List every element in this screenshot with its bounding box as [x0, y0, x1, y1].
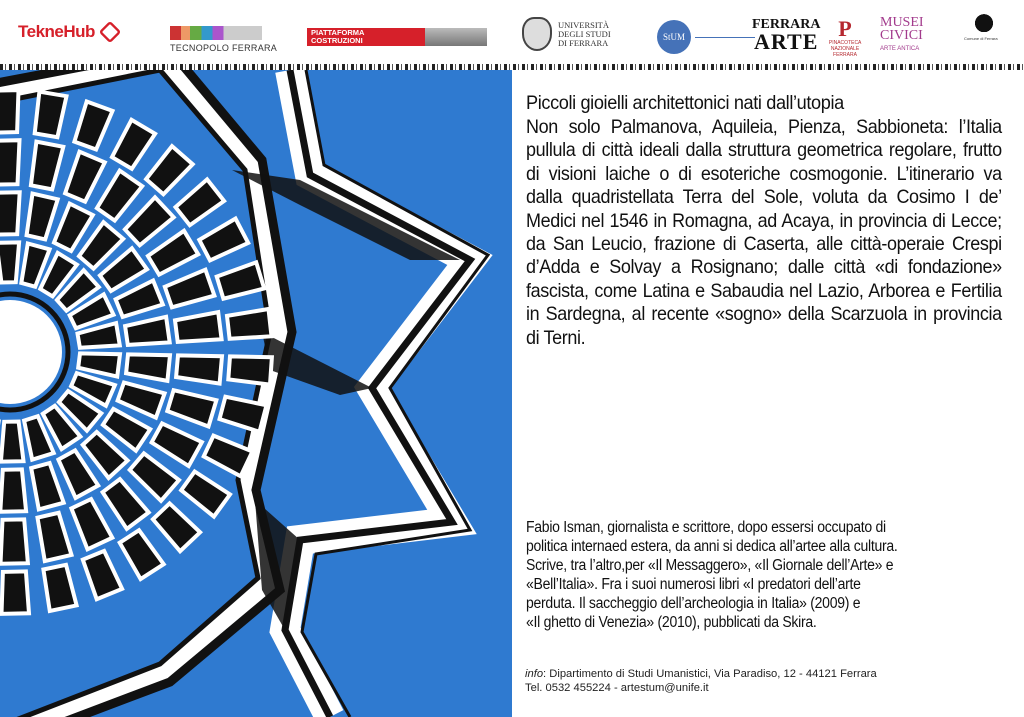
bio-line: Scrive, tra l’altro,per «Il Messaggero», «Il Giornale dell’Arte» e [526, 557, 894, 574]
pinacoteca-logo [830, 18, 860, 58]
unife-line3: DI FERRARA [558, 37, 609, 48]
text-panel [512, 70, 1024, 717]
info-label: info [525, 668, 544, 680]
star-fortress-map-illustration [0, 70, 512, 717]
bio-line: perduta. Il saccheggio dell’archeologia in Italia» (2009) e [526, 595, 861, 612]
city-block [0, 242, 19, 282]
fortress-map-svg [0, 70, 512, 717]
pinacoteca-mark: P [838, 16, 852, 41]
pinacoteca-text: PINACOTECA NAZIONALE FERRARA [828, 40, 862, 58]
city-block [0, 192, 20, 234]
piattaforma-line1: PIATTAFORMA [311, 28, 365, 37]
bio-line: «Il ghetto di Venezia» (2010), pubblicati da Skira. [526, 614, 817, 631]
piattaforma-logo-text [307, 28, 425, 46]
city-block [228, 356, 272, 384]
contact-info [525, 667, 877, 695]
ferrara-arte-logo [752, 16, 821, 54]
musei-line2: CIVICI [880, 28, 923, 43]
bio-line: «Bell’Italia». Fra i suoi numerosi libri «I predatori dell’arte [526, 576, 861, 593]
hexagon-icon [99, 21, 122, 44]
piattaforma-line2: COSTRUZIONI [311, 36, 363, 45]
piattaforma-logo [307, 28, 487, 46]
intro-paragraph: Non solo Palmanova, Aquileia, Pienza, Sabbioneta: l’Italia pullula di città ideali dalla struttura geometrica regolare, frutto di visioni laiche o di esoteriche cosmogonie. L’itinerario va dalla quadristellata Terra del Sole, voluta da Cosimo I de’ Medici nel 1546 in Romagna, ad Acaya, in provincia di Lecce; da San Leucio, frazione di Caserta, alle città-operaie Crespi d’Adda e Solvay a Rosignano; dalle città «di fondazione» fascista, come Latina e Sabaudia nel Lazio, Arborea e Fertilia in Sardegna, al recente «sogno» della Scarzuola in provincia di Terni. [526, 116, 1002, 349]
city-block [0, 469, 26, 511]
studium-circle-icon: StUM [657, 20, 691, 54]
studium-line [695, 37, 755, 38]
studium-logo [657, 20, 755, 54]
teknehub-logo [18, 22, 120, 42]
comune-text: Comune di Ferrara [964, 36, 998, 41]
contact-line-2: Tel. 0532 455224 - artestum@unife.it [525, 682, 709, 694]
unife-line2: DEGLI STUDI [558, 28, 611, 39]
city-block [2, 571, 30, 614]
city-block [227, 309, 272, 339]
logo-header [0, 0, 1024, 66]
teknehub-logo-text: TekneHub [18, 22, 95, 41]
city-block [0, 90, 19, 133]
page-title: Piccoli gioielli architettonici nati dall’utopia [526, 92, 844, 114]
author-bio [526, 518, 1002, 632]
musei-line3: ARTE ANTICA [880, 46, 920, 52]
comune-crest-icon [966, 10, 1002, 32]
comune-logo [964, 10, 1004, 41]
city-block [1, 519, 28, 563]
musei-line1: MUSEI [880, 15, 924, 30]
city-block [1, 422, 24, 462]
bio-line: Fabio Isman, giornalista e scrittore, dopo essersi occupato di [526, 519, 886, 536]
info-address: : Dipartimento di Studi Umanistici, Via Paradiso, 12 - 44121 Ferrara [543, 668, 877, 680]
university-seal-icon [522, 17, 552, 51]
unife-logo [522, 17, 640, 51]
ferrara-arte-line1: FERRARA [752, 17, 821, 32]
ferrara-arte-line2: ARTE [754, 29, 819, 54]
musei-civici-logo [880, 16, 924, 52]
city-block [176, 355, 222, 383]
city-block [0, 140, 19, 184]
contact-line-1 [525, 667, 877, 681]
tecnopolo-logo [170, 26, 277, 53]
bio-line: politica internaed estera, da anni si dedica all’artee alla cultura. [526, 538, 898, 555]
unife-line1: UNIVERSITÀ [558, 19, 609, 30]
tecnopolo-logo-text: TECNOPOLO FERRARA [170, 43, 278, 53]
piattaforma-photo [425, 28, 487, 46]
unife-logo-text [558, 21, 640, 48]
tecnopolo-color-bar [170, 26, 262, 40]
